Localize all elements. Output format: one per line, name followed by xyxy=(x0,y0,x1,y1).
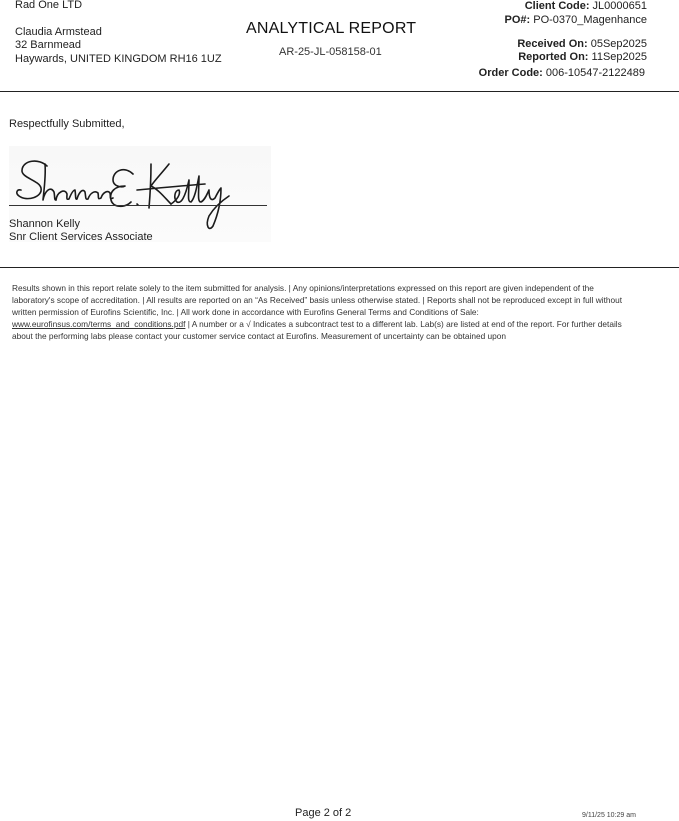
received-label: Received On: xyxy=(517,38,588,50)
submitted-text: Respectfully Submitted, xyxy=(9,118,125,130)
signatory-name: Shannon Kelly xyxy=(9,218,80,230)
client-city-line: Haywards, UNITED KINGDOM RH16 1UZ xyxy=(15,53,222,65)
print-timestamp: 9/11/25 10:29 am xyxy=(582,812,636,819)
order-code-row xyxy=(479,67,645,79)
reported-label: Reported On: xyxy=(518,51,589,63)
terms-link[interactable]: www.eurofinsus.com/terms_and_conditions.pdf xyxy=(12,319,186,329)
signatory-title: Snr Client Services Associate xyxy=(9,231,153,243)
client-code-value: JL0000651 xyxy=(592,0,647,12)
report-id: AR-25-JL-058158-01 xyxy=(279,46,382,58)
received-value: 05Sep2025 xyxy=(590,38,647,50)
order-code-value: 006-10547-2122489 xyxy=(545,67,645,79)
po-label: PO#: xyxy=(504,14,531,26)
po-value: PO-0370_Magenhance xyxy=(533,14,647,26)
client-contact: Claudia Armstead xyxy=(15,26,102,38)
page-title: ANALYTICAL REPORT xyxy=(246,20,417,37)
po-row xyxy=(505,14,648,26)
disclaimer-part-2: | A number or a √ Indicates a subcontract test to a different lab. Lab(s) are listed at end of the report. For further details about the performing labs please contact your customer service contact at Eurofins. Measurement of uncertainty can be obtained upon xyxy=(12,319,622,341)
reported-value: 11Sep2025 xyxy=(591,51,647,63)
client-street: 32 Barnmead xyxy=(15,39,82,51)
signature-line xyxy=(9,205,267,206)
order-code-label: Order Code: xyxy=(478,67,543,79)
client-company: Rad One LTD xyxy=(15,0,83,11)
client-code-row xyxy=(525,0,647,12)
disclaimer-text xyxy=(12,282,637,342)
body-divider xyxy=(0,267,679,268)
header-divider xyxy=(0,91,679,92)
page-number: Page 2 of 2 xyxy=(295,807,352,819)
disclaimer-part-1: Results shown in this report relate solely to the item submitted for analysis. | Any opinions/interpretations expressed on this report are given independent of the laboratory's scope of accreditation. | All results are reported on an “As Received” basis unless otherwise stated. | Reports shall not be reproduced except in full without written permission of Eurofins Scientific, Inc. | All work done in accordance with Eurofins General Terms and Conditions of Sale: xyxy=(12,283,623,317)
client-code-label: Client Code: xyxy=(524,0,590,12)
reported-row xyxy=(518,51,647,63)
received-row xyxy=(517,38,647,50)
